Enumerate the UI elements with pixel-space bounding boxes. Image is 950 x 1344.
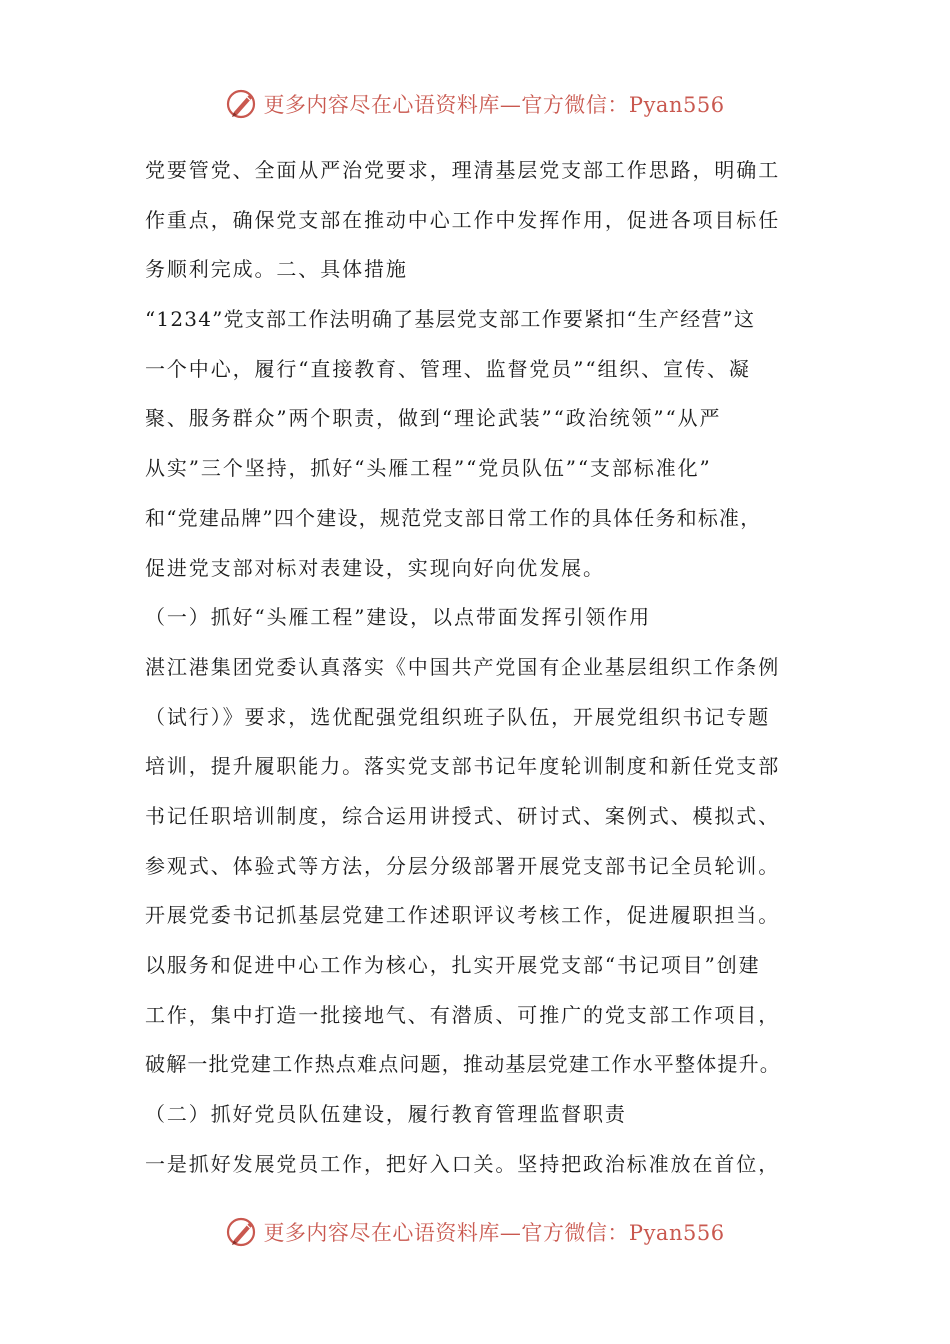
text-line: 从实”三个坚持，抓好“头雁工程”“党员队伍”“支部标准化” bbox=[145, 456, 712, 481]
text-line: 促进党支部对标对表建设，实现向好向优发展。 bbox=[145, 555, 605, 580]
text-line: “1234”党支部工作法明确了基层党支部工作要紧扣“生产经营”这 bbox=[145, 307, 756, 332]
section-heading: （一）抓好“头雁工程”建设，以点带面发挥引领作用 bbox=[145, 605, 652, 630]
watermark-banner-top bbox=[0, 84, 950, 124]
watermark-text: 更多内容尽在心语资料库—官方微信：Pyan556 bbox=[263, 1221, 725, 1245]
text-line: 书记任职培训制度，综合运用讲授式、研讨式、案例式、模拟式、 bbox=[145, 803, 781, 828]
text-line: 湛江港集团党委认真落实《中国共产党国有企业基层组织工作条例 bbox=[145, 654, 781, 679]
text-line: 破解一批党建工作热点难点问题，推动基层党建工作水平整体提升。 bbox=[145, 1052, 781, 1077]
pen-logo-icon bbox=[225, 87, 259, 121]
text-line: 一是抓好发展党员工作，把好入口关。坚持把政治标准放在首位， bbox=[145, 1151, 781, 1176]
text-line: 务顺利完成。二、具体措施 bbox=[145, 257, 408, 282]
section-heading: （二）抓好党员队伍建设，履行教育管理监督职责 bbox=[145, 1102, 627, 1127]
text-line: 开展党委书记抓基层党建工作述职评议考核工作，促进履职担当。 bbox=[145, 903, 781, 928]
text-line: 聚、服务群众”两个职责，做到“理论武装”“政治统领”“从严 bbox=[145, 406, 722, 431]
text-line: 党要管党、全面从严治党要求，理清基层党支部工作思路，明确工 bbox=[145, 158, 781, 182]
text-line: 参观式、体验式等方法，分层分级部署开展党支部书记全员轮训。 bbox=[145, 853, 781, 878]
text-line: 工作，集中打造一批接地气、有潜质、可推广的党支部工作项目， bbox=[145, 1002, 781, 1027]
text-line: （试行）》要求，选优配强党组织班子队伍，开展党组织书记专题 bbox=[145, 704, 771, 729]
text-line: 以服务和促进中心工作为核心，扎实开展党支部“书记项目”创建 bbox=[145, 953, 761, 977]
text-line: 培训，提升履职能力。落实党支部书记年度轮训制度和新任党支部 bbox=[145, 754, 781, 779]
watermark-banner-bottom bbox=[0, 1212, 950, 1252]
text-line: 一个中心，履行“直接教育、管理、监督党员”“组织、宣传、凝 bbox=[145, 356, 751, 381]
watermark-text: 更多内容尽在心语资料库—官方微信：Pyan556 bbox=[263, 93, 725, 117]
pen-logo-icon bbox=[225, 1215, 259, 1249]
text-line: 和“党建品牌”四个建设，规范党支部日常工作的具体任务和标准， bbox=[145, 505, 762, 530]
text-line: 作重点，确保党支部在推动中心工作中发挥作用，促进各项目标任 bbox=[145, 207, 781, 232]
document-body bbox=[145, 146, 810, 1189]
